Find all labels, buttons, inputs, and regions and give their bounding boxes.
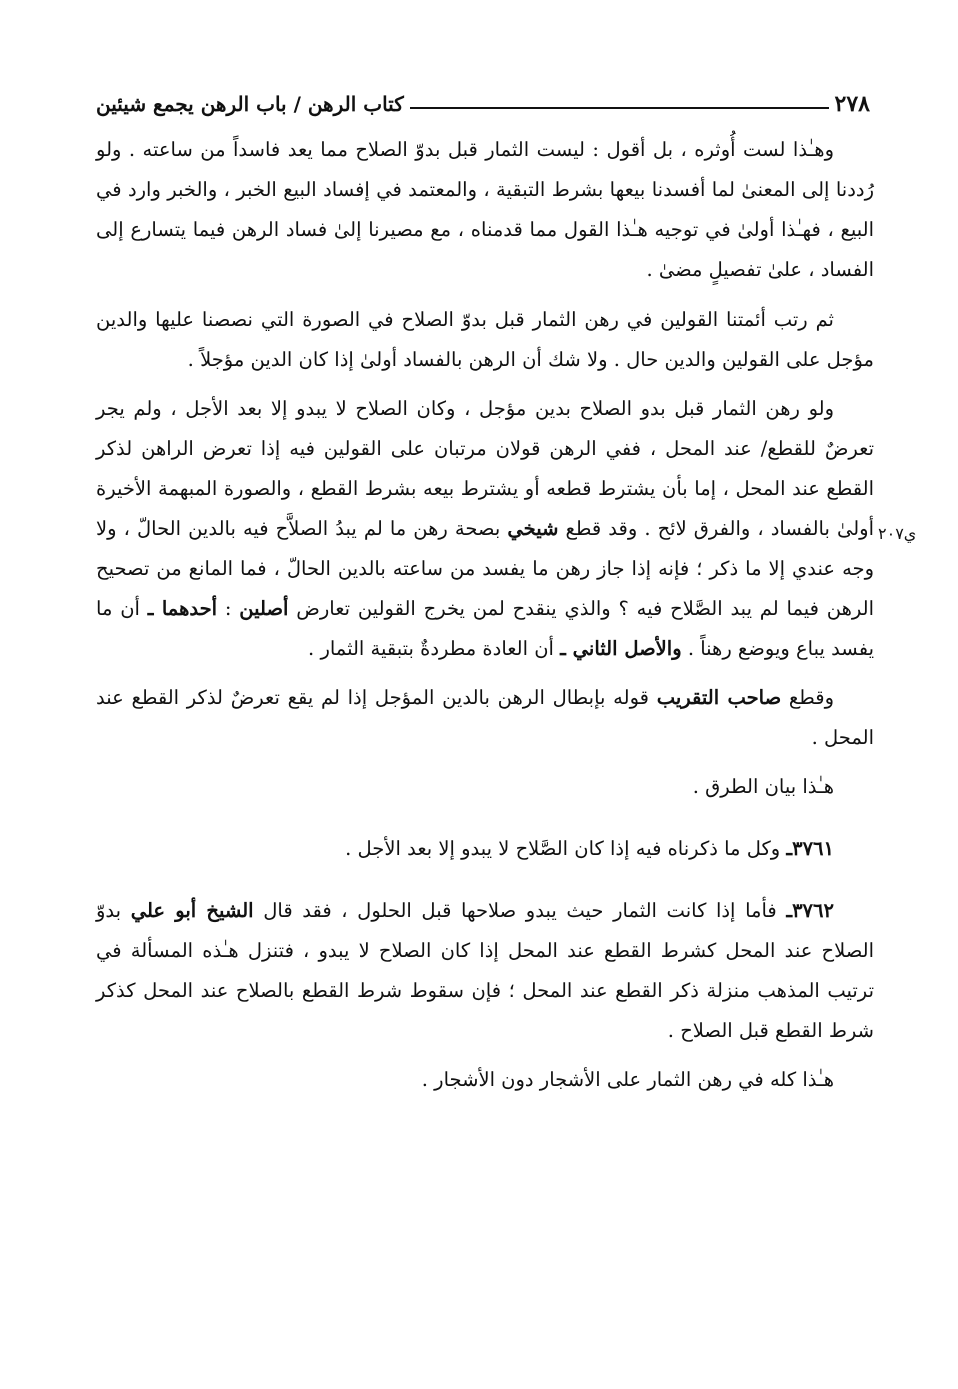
- paragraph-3-bold-2: أصلين: [239, 597, 289, 620]
- page-number: ٢٧٨: [834, 91, 870, 117]
- paragraph-7-text-1: فأما إذا كانت الثمار حيث يبدو صلاحها قبل الحلول ، فقد قال: [263, 899, 777, 922]
- paragraph-5: هـٰذا بيان الطرق .: [692, 775, 834, 798]
- paragraph-4-text-1: وقطع: [788, 686, 834, 709]
- paragraph-3-text-4: أن ما يفسد يباع ويوضع رهناً .: [96, 597, 874, 660]
- paragraph-6-text: وكل ما ذكرناه فيه إذا كان الصَّلاح لا يبدو إلا بعد الأجل .: [345, 837, 781, 860]
- paragraph-3: [96, 389, 874, 669]
- paragraph-4-bold-1: صاحب التقريب: [656, 686, 782, 709]
- paragraph-3-text-5: أن العادة مطردةٌ بتبقية الثمار .: [308, 637, 554, 660]
- paragraph-1: وهـٰذا لست أُوثره ، بل أقول : ليست الثمار قبل بدوّ الصلاح مما يعد فاسداً من ساعته . ولو رُددنا إلى المعنىٰ لما أفسدنا بيعها بشرط التبقية ، والمعتمد في إفساد البيع الخبر ، والخبر وارد في البيع ، فهـٰذا أولىٰ في توجيه هـٰذا القول مما قدمناه ، مع مصيرنا إلىٰ فساد الرهن فيما يتسارع إلى الفساد ، علىٰ تفصيلٍ مضىٰ .: [96, 138, 874, 281]
- running-title: كتاب الرهن / باب الرهن يجمع شيئين: [96, 92, 404, 116]
- paragraph-8: هـٰذا كله في رهن الثمار على الأشجار دون الأشجار .: [421, 1068, 834, 1091]
- paragraph-7: [96, 891, 874, 1051]
- paragraph-3-bold-3: أحدهما ـ: [147, 597, 218, 620]
- paragraph-4: [96, 678, 874, 758]
- paragraph-3-text-2: بصحة رهن ما لم يبدُ الصلاَّح فيه بالدين الحالّ ، ولا وجه عندي إلا ما ذكر ؛ فإنه إذا جاز رهن ما يفسد من ساعته بالدين الحالّ ، فما المانع من تصحيح الرهن فيما لم يبد الصَّلاح فيه ؟ والذي ينقدح لمن يخرج القولين تعارض: [96, 517, 875, 620]
- paragraph-2: ثم رتب أئمتنا القولين في رهن الثمار قبل بدوّ الصلاح في الصورة التي نصصنا عليها والدين مؤجل على القولين والدين حال . ولا شك أن الرهن بالفساد أولىٰ إذا كان الدين مؤجلاً .: [96, 308, 874, 371]
- paragraph-3-bold-4: والأصل الثاني ـ: [560, 637, 682, 660]
- paragraph-3-text-3: :: [224, 597, 232, 620]
- paragraph-4-text-2: قوله بإبطال الرهن بالدين المؤجل إذا لم يقع تعرضٌ لذكر القطع عند المحل .: [96, 686, 874, 749]
- issue-number-3761: ٣٧٦١ـ: [786, 837, 834, 860]
- paragraph-7-text-2: بدوّ الصلاح عند المحل كشرط القطع عند المحل إذا كان الصلاح لا يبدو ، فتنزل هـٰذه المسألة في ترتيب المذهب منزلة ذكر القطع عند المحل ؛ فإن سقوط شرط القطع بالصلاح عند المحل كذكر شرط القطع قبل الصلاح .: [96, 899, 874, 1042]
- paragraph-6: [96, 829, 874, 869]
- issue-number-3762: ٣٧٦٢ـ: [786, 899, 834, 922]
- margin-note: ي٢٠٧: [878, 524, 917, 543]
- paragraph-3-bold-1: شيخي: [507, 517, 559, 540]
- header-rule: [410, 107, 829, 109]
- paragraph-3-text-1: ولو رهن الثمار قبل بدو الصلاح بدين مؤجل ، وكان الصلاح لا يبدو إلا بعد الأجل ، ولم يجر تعرضٌ للقطع/ عند المحل ، ففي الرهن قولان مرتبان على القولين فيه إذا تعرض الراهن لذكر القطع عند المحل ، إما بأن يشترط قطعه أو يشترط بيعه بشرط القطع ، والصورة المبهمة الأخيرة أولىٰ بالفساد ، والفرق لائح . وقد قطع: [96, 397, 875, 540]
- paragraph-7-bold-1: الشيخ أبو علي: [130, 899, 254, 922]
- body-text: [96, 130, 874, 1115]
- page-header: [96, 86, 874, 122]
